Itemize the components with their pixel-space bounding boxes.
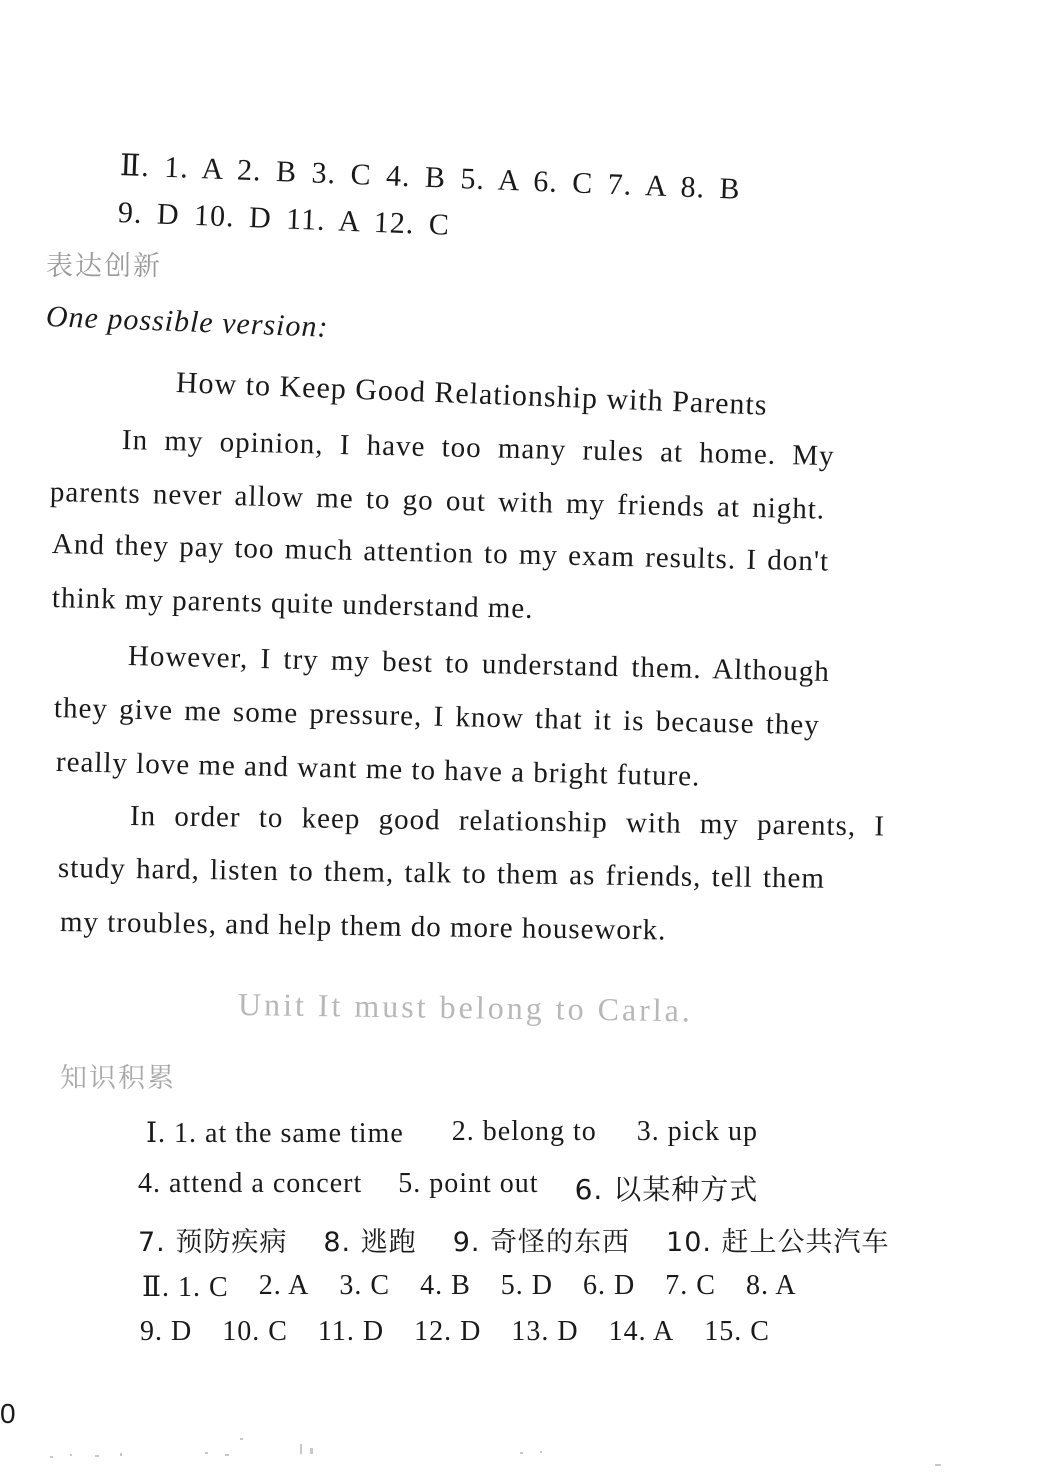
- part2-item: 4. B: [420, 1270, 471, 1301]
- essay-title: How to Keep Good Relationship with Parents: [175, 366, 769, 422]
- part1-item: 9. 奇怪的东西: [452, 1227, 631, 1258]
- part1-row-3: [138, 1220, 920, 1259]
- essay-p1-line-2: parents never allow me to go out with my friends at night.: [49, 476, 826, 526]
- part1-row-2: [138, 1168, 788, 1208]
- version-label: One possible version:: [45, 300, 330, 344]
- part2-item: 2. A: [258, 1270, 310, 1301]
- essay-p1-line-4: think my parents quite understand me.: [51, 582, 534, 625]
- essay-p2-line-1: However, I try my best to understand them. Although: [127, 640, 831, 688]
- section-heading-knowledge: 知识积累: [60, 1063, 176, 1094]
- answers-top-line-2: 9. D 10. D 11. A 12. C: [117, 196, 451, 242]
- part1-item: 6. 以某种方式: [574, 1173, 759, 1206]
- part2-item: 8. A: [745, 1270, 797, 1301]
- part1-item: 5. point out: [398, 1168, 539, 1199]
- part2-item: 7. C: [665, 1270, 716, 1301]
- part2-item: 9. D: [140, 1316, 193, 1347]
- part1-item: Ⅰ. 1. at the same time: [146, 1118, 404, 1149]
- part1-item: 3. pick up: [636, 1116, 758, 1147]
- part1-item: 10. 赶上公共汽车: [666, 1227, 890, 1258]
- part2-item: 11. D: [317, 1316, 385, 1347]
- essay-p1-line-3: And they pay too much attention to my exam results. I don't: [51, 528, 830, 578]
- essay-p3-line-3: my troubles, and help them do more housework.: [59, 906, 667, 947]
- part2-item: 15. C: [704, 1316, 770, 1347]
- part1-row-1: [146, 1116, 788, 1150]
- part2-item: 5. D: [500, 1270, 554, 1301]
- part2-item: Ⅱ. 1. C: [142, 1272, 229, 1303]
- essay-p3-line-2: study hard, listen to them, talk to them as friends, tell them: [57, 852, 826, 895]
- scan-noise: [0, 1418, 1048, 1478]
- part1-item: 4. attend a concert: [138, 1168, 363, 1199]
- essay-p2-line-2: they give me some pressure, I know that it is because they: [53, 692, 821, 742]
- part2-item: 13. D: [511, 1316, 579, 1347]
- part1-item: 2. belong to: [451, 1116, 597, 1147]
- part2-item: 3. C: [339, 1270, 391, 1301]
- unit-title: Unit It must belong to Carla.: [237, 986, 694, 1029]
- essay-p2-line-3: really love me and want me to have a bright future.: [55, 746, 701, 793]
- part1-item: 8. 逃跑: [323, 1227, 417, 1258]
- part2-row-2: [140, 1316, 770, 1348]
- part2-item: 10. C: [222, 1316, 288, 1347]
- part1-item: 7. 预防疾病: [138, 1227, 288, 1258]
- answers-top-line-1: Ⅱ. 1. A 2. B 3. C 4. B 5. A 6. C 7. A 8. B: [119, 149, 742, 206]
- page-number: 0: [0, 1398, 16, 1429]
- essay-p1-line-1: In my opinion, I have too many rules at home. My: [121, 424, 835, 473]
- part2-item: 6. D: [583, 1270, 636, 1301]
- part2-row-1: [142, 1270, 797, 1304]
- essay-p3-line-1: In order to keep good relationship with my parents, I: [129, 800, 886, 843]
- part2-item: 12. D: [414, 1316, 482, 1347]
- section-heading-express: 表达创新: [46, 251, 162, 282]
- part2-item: 14. A: [608, 1316, 675, 1347]
